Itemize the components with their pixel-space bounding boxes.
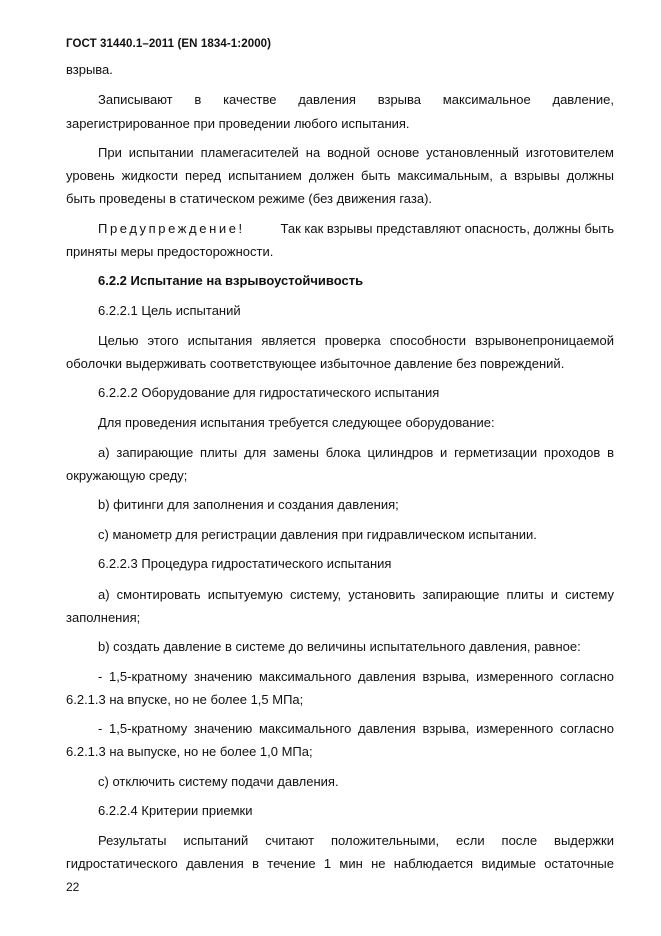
text-line: Целью этого испытания является проверка способности взрывонепроницаемой	[98, 333, 614, 348]
text-line: гидростатического давления в течение 1 мин не наблюдается видимые остаточные	[66, 856, 614, 871]
text-line: взрыва.	[66, 62, 113, 77]
list-item: c) манометр для регистрации давления при гидравлическом испытании.	[98, 527, 537, 542]
list-item: b) создать давление в системе до величины испытательного давления, равное:	[98, 639, 581, 654]
warning-label: Предупреждение!	[98, 221, 245, 236]
list-item: - 1,5-кратному значению максимального давления взрыва, измеренного согласно	[98, 721, 614, 736]
subsection-heading: 6.2.2.3 Процедура гидростатического испытания	[98, 556, 392, 571]
list-item: a) смонтировать испытуемую систему, установить запирающие плиты и систему	[98, 587, 614, 602]
text-line: Результаты испытаний считают положительными, если после выдержки	[98, 833, 614, 848]
page-number: 22	[66, 880, 80, 894]
subsection-heading: 6.2.2.2 Оборудование для гидростатического испытания	[98, 385, 440, 400]
text-line: 6.2.1.3 на впуске, но не более 1,5 МПа;	[66, 692, 304, 707]
text-line: зарегистрированное при проведении любого испытания.	[66, 116, 410, 131]
subsection-heading: 6.2.2.4 Критерии приемки	[98, 803, 253, 818]
text-line: быть проведены в статическом режиме (без движения газа).	[66, 191, 433, 206]
warning-line	[98, 221, 614, 237]
text-line: заполнения;	[66, 610, 141, 625]
text-line: окружающую среду;	[66, 468, 188, 483]
text-line: приняты меры предосторожности.	[66, 244, 274, 259]
text-line: 6.2.1.3 на выпуске, но не более 1,0 МПа;	[66, 744, 313, 759]
warning-text: Так как взрывы представляют опасность, должны быть	[280, 221, 614, 236]
list-item: c) отключить систему подачи давления.	[98, 774, 339, 789]
document-header: ГОСТ 31440.1–2011 (EN 1834-1:2000)	[66, 38, 272, 50]
text-line: оболочки выдерживать соответствующее избыточное давление без повреждений.	[66, 356, 565, 371]
list-item: a) запирающие плиты для замены блока цилиндров и герметизации проходов в	[98, 445, 614, 460]
section-heading: 6.2.2 Испытание на взрывоустойчивость	[98, 273, 364, 288]
text-line: уровень жидкости перед испытанием должен быть максимальным, а взрывы должны	[66, 168, 614, 183]
text-line: Для проведения испытания требуется следующее оборудование:	[98, 415, 495, 430]
text-line: Записывают в качестве давления взрыва максимальное давление,	[98, 92, 614, 107]
list-item: b) фитинги для заполнения и создания давления;	[98, 497, 399, 512]
text-line: При испытании пламегасителей на водной основе установленный изготовителем	[98, 145, 614, 160]
list-item: - 1,5-кратному значению максимального давления взрыва, измеренного согласно	[98, 669, 614, 684]
subsection-heading: 6.2.2.1 Цель испытаний	[98, 303, 241, 318]
